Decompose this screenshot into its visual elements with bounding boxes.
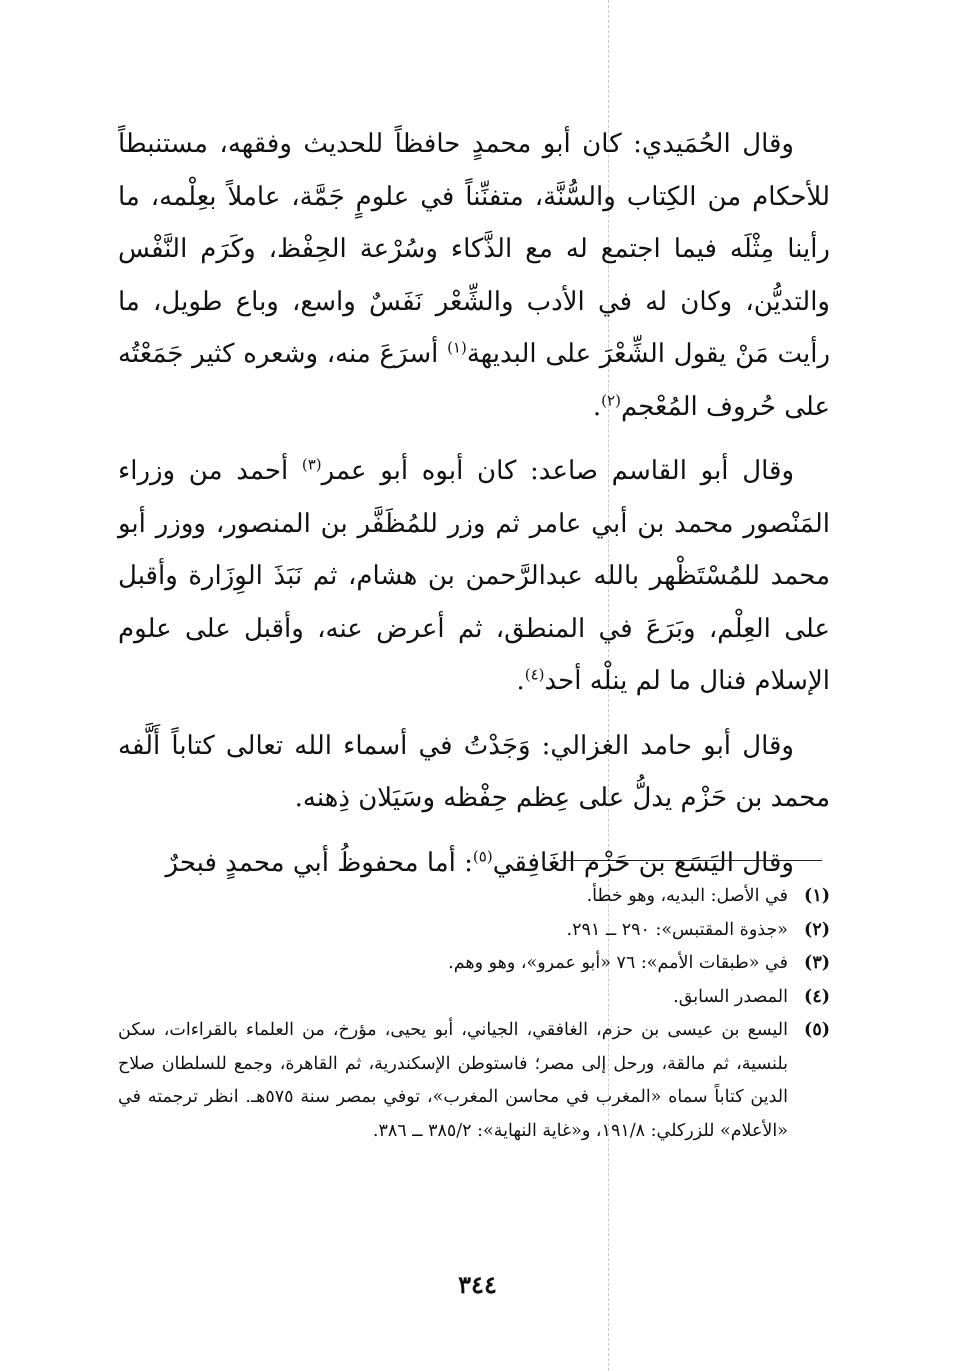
paragraph-text: : أما محفوظُ أبي محمدٍ فبحرٌ: [165, 847, 473, 878]
paragraph-text: أسرَعَ منه، وشعره كثير جَمَعْتُه على حُروف المُعْجم: [118, 339, 830, 422]
footnote-text: «جذوة المقتبس»: ٢٩٠ ــ ٢٩١.: [566, 919, 788, 940]
footnote-text: في الأصل: البديه، وهو خطأ.: [586, 886, 788, 906]
paragraph-humaydi: [118, 118, 830, 433]
footnote-item: [118, 880, 830, 914]
footnote-ref[interactable]: (٢): [601, 390, 621, 409]
footnote-item: [118, 981, 830, 1015]
footnote-ref[interactable]: (٥): [472, 846, 493, 865]
paragraph-text: .: [516, 666, 525, 696]
page-number: ٣٤٤: [458, 1270, 497, 1299]
main-text: [118, 118, 830, 889]
paragraph-text: وقال اليَسَع بن حَزْم الغَافِقي: [492, 847, 794, 878]
footnote-ref[interactable]: (٣): [301, 455, 322, 474]
footnote-ref[interactable]: (١): [447, 338, 467, 357]
footnote-number: (٤): [804, 986, 830, 1007]
footnote-separator: [560, 860, 822, 861]
paragraph-text: وقال الحُمَيدي: كان أبو محمدٍ حافظاً للحديث وفقهه، مستنبطاً للأحكام من الكِتاب والسُّنَّة، متفنِّناً في علومٍ جَمَّة، عاملاً بعِلْمه، ما رأينا مِثْلَه فيما اجتمع له مع الذَّكاء وسُرْعة الحِفْظ، وكَرَم النَّفْس والتديُّن، وكان له في الأدب والشِّعْر نَفَسٌ واسع، وباع طويل، ما رأيت مَنْ يقول الشِّعْرَ على البديهة: [118, 129, 831, 369]
paragraph-text: .: [592, 391, 602, 422]
footnote-text: اليسع بن عيسى بن حزم، الغافقي، الجياني، أبو يحيى، مؤرخ، من العلماء بالقراءات، سكن بلنسية، ثم مالقة، ورحل إلى مصر؛ فاستوطن الإسكندرية، ثم القاهرة، وجمع للسلطان صلاح الدين كتاباً سماه «المغرب في محاسن المغرب»، توفي بمصر سنة ٥٧٥هـ. انظر ترجمته في «الأعلام» للزركلي: ١٩١/٨، و«غاية النهاية»: ٣٨٥/٢ ــ ٣٨٦.: [118, 1020, 788, 1141]
paragraph-text: وقال أبو حامد الغزالي: وَجَدْتُ في أسماء الله تعالى كتاباً أَلَّفه محمد بن حَزْم يدلُّ على عِظم حِفْظه وسَيَلان ذِهنه.: [118, 730, 830, 813]
paragraph-ghazali: [118, 720, 830, 825]
footnote-number: (٣): [804, 953, 830, 973]
paragraph-text: وقال أبو القاسم صاعد: كان أبوه أبو عمر: [321, 456, 794, 486]
footnote-ref[interactable]: (٤): [524, 665, 545, 684]
footnote-number: (٢): [804, 919, 830, 940]
footnote-number: (١): [804, 886, 830, 906]
footnote-item: [118, 1014, 830, 1148]
paragraph-text: أحمد من وزراء المَنْصور محمد بن أبي عامر ثم وزر للمُظَفَّر بن المنصور، ووزر أبو محمد للمُسْتَظْهر بالله عبدالرَّحمن بن هشام، ثم نَبَذَ الوِزَارة وأقبل على العِلْم، وبَرَعَ في المنطق، ثم أعرض عنه، وأقبل على علوم الإسلام فنال ما لم ينلْه أحد: [118, 456, 830, 696]
footnote-item: [118, 947, 830, 981]
paragraph-said: [118, 445, 830, 708]
footnotes-list: [118, 880, 830, 1148]
footnote-item: [118, 914, 830, 948]
footnote-number: (٥): [804, 1020, 830, 1040]
footnote-text: المصدر السابق.: [673, 986, 788, 1007]
footnote-text: في «طبقات الأمم»: ٧٦ «أبو عمرو»، وهو وهم.: [448, 953, 788, 973]
